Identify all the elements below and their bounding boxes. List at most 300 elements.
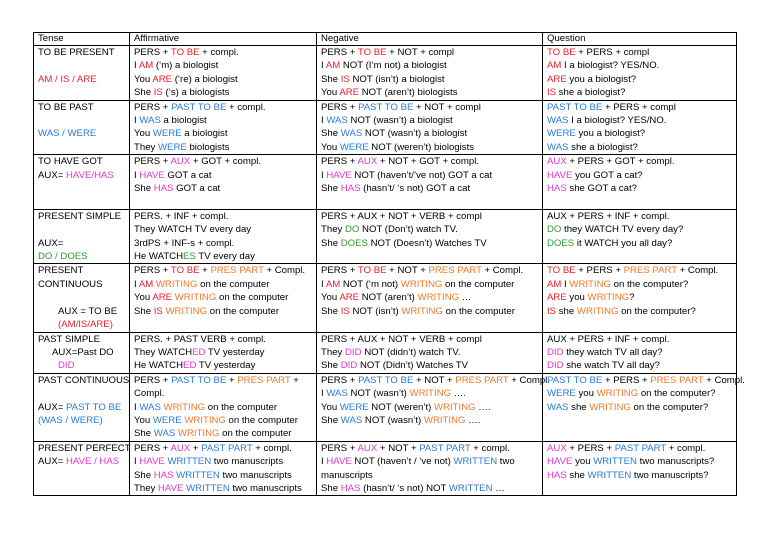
text-segment: I: [134, 278, 139, 290]
cell-line: [321, 46, 538, 59]
text-segment: two manuscripts?: [636, 456, 715, 468]
text-segment: + compl.: [252, 442, 292, 454]
cell-line: [134, 346, 312, 359]
text-segment: ARE: [152, 292, 173, 304]
text-segment: She: [321, 128, 341, 140]
tense-cell: [34, 46, 130, 101]
text-segment: DOES: [340, 237, 368, 249]
grammar-table-container: [33, 32, 745, 496]
cell-line: [134, 46, 312, 59]
text-segment: NOT (Doesn’t) Watches TV: [367, 237, 487, 249]
text-segment: AM: [325, 278, 341, 290]
text-segment: DO: [547, 224, 562, 236]
affirmative-cell: [130, 264, 317, 332]
cell-line: [321, 101, 538, 114]
text-segment: CONTINUOUS: [38, 278, 103, 290]
text-segment: AUX: [357, 156, 378, 168]
text-segment: + GOT + compl.: [190, 156, 262, 168]
cell-line: [547, 374, 745, 387]
text-segment: She: [321, 183, 341, 195]
text-segment: she watch TV all day?: [563, 360, 660, 372]
text-segment: ED: [192, 346, 206, 358]
text-segment: PRES PART: [237, 374, 291, 386]
text-segment: WAS: [326, 388, 348, 400]
cell-line: [321, 223, 538, 236]
text-segment: TO BE: [547, 47, 576, 58]
cell-line: [321, 210, 538, 223]
text-segment: a biologist: [181, 128, 228, 140]
cell-line: [547, 442, 732, 455]
table-row: [34, 209, 737, 264]
cell-line: [321, 482, 538, 495]
tense-cell: [34, 373, 130, 441]
text-segment: HAS: [340, 183, 361, 195]
cell-line: [321, 455, 538, 468]
text-segment: WAS: [153, 428, 176, 440]
text-segment: TO BE: [357, 265, 387, 277]
text-segment: AUX = TO BE: [58, 305, 118, 317]
text-segment: HAS: [153, 469, 174, 481]
text-segment: +: [190, 442, 202, 454]
cell-line: [134, 305, 312, 318]
text-segment: (WAS / WERE): [38, 414, 103, 426]
text-segment: DID: [547, 346, 564, 358]
text-segment: TO BE PAST: [38, 101, 94, 113]
cell-line: [321, 264, 538, 277]
table-row: [34, 264, 737, 332]
cell-line: [134, 73, 312, 86]
text-segment: WRITING: [177, 428, 220, 440]
text-segment: HAS: [153, 183, 174, 195]
cell-line: [547, 427, 732, 440]
text-segment: TO BE: [357, 47, 387, 58]
text-segment: ….: [475, 401, 491, 413]
text-segment: + Compl.: [508, 374, 550, 386]
text-segment: You: [321, 292, 340, 304]
text-segment: on the computer: [197, 278, 270, 290]
cell-line: [321, 305, 538, 318]
text-segment: TO BE: [170, 47, 200, 58]
text-segment: IS: [547, 87, 557, 99]
text-segment: you: [572, 456, 594, 468]
text-segment: WERE: [152, 128, 182, 140]
cell-line: [321, 127, 538, 140]
cell-line: [547, 182, 732, 195]
cell-line: [321, 401, 538, 414]
cell-line: [134, 210, 312, 223]
negative-cell: [317, 209, 543, 264]
text-segment: NOT (wasn’t): [362, 414, 424, 426]
text-segment: AUX: [170, 156, 191, 168]
text-segment: biologists: [186, 141, 230, 153]
cell-line: [134, 59, 312, 72]
text-segment: she a biologist?: [568, 141, 638, 153]
cell-line: [547, 291, 732, 304]
text-segment: she: [566, 469, 588, 481]
affirmative-cell: [130, 46, 317, 101]
tense-cell: [34, 441, 130, 496]
text-segment: They WATCH TV every day: [134, 224, 252, 236]
cell-line: [134, 155, 312, 168]
text-segment: WRITTEN: [176, 469, 220, 481]
text-segment: You: [321, 141, 340, 153]
cell-line: [547, 469, 732, 482]
negative-cell: [317, 46, 543, 101]
text-segment: She: [134, 183, 154, 195]
text-segment: NOT (wasn’t) a biologist: [362, 128, 468, 140]
text-segment: WRITING: [423, 414, 466, 426]
text-segment: she: [556, 305, 577, 317]
text-segment: NOT (didn’t) watch TV.: [361, 346, 461, 358]
text-segment: I: [134, 115, 140, 127]
text-segment: on the computer: [442, 278, 515, 290]
text-segment: + compl.: [226, 101, 266, 113]
text-segment: WRITTEN: [453, 456, 498, 468]
negative-cell: [317, 155, 543, 210]
cell-line: [321, 155, 538, 168]
text-segment: +: [199, 265, 211, 277]
text-segment: on the computer: [225, 414, 298, 426]
cell-line: [321, 141, 538, 154]
text-segment: DID: [547, 360, 564, 372]
text-segment: WRITING: [589, 401, 631, 413]
text-segment: Compl.: [134, 388, 165, 400]
text-segment: PERS +: [321, 442, 358, 454]
question-cell: [543, 46, 737, 101]
text-segment: DO / DOES: [38, 251, 88, 263]
text-segment: you a biologist?: [566, 73, 637, 85]
text-segment: PERS +: [134, 265, 171, 277]
text-segment: NOT (I’m not) a biologist: [340, 60, 447, 72]
text-segment: HAVE: [547, 456, 573, 468]
text-segment: + NOT +: [386, 265, 429, 277]
text-segment: TO BE: [170, 265, 200, 277]
text-segment: He WATCH: [134, 251, 184, 263]
cell-line: [134, 442, 312, 455]
text-segment: I: [134, 169, 140, 181]
text-segment: WERE: [339, 141, 369, 153]
cell-line: [134, 169, 312, 182]
text-segment: + PERS +: [575, 265, 624, 277]
text-segment: ?: [629, 292, 635, 304]
text-segment: PERS +: [321, 156, 358, 168]
cell-line: [134, 374, 312, 387]
cell-line: [321, 114, 538, 127]
text-segment: AUX: [357, 442, 378, 454]
text-segment: ARE: [547, 73, 567, 85]
cell-line: [321, 346, 538, 359]
cell-line: [547, 127, 732, 140]
text-segment: GOT a cat: [164, 169, 212, 181]
text-segment: WRITING: [576, 305, 619, 317]
cell-line: [547, 195, 732, 208]
cell-line: [38, 114, 125, 127]
text-segment: on the computer?: [618, 305, 696, 317]
text-segment: PERS +: [134, 47, 171, 58]
text-segment: +: [226, 374, 238, 386]
text-segment: WRITING: [184, 414, 226, 426]
text-segment: WAS: [340, 128, 363, 140]
text-segment: + PERS + compl: [602, 101, 676, 113]
cell-line: [321, 73, 538, 86]
cell-line: [134, 455, 312, 468]
text-segment: NOT (Don’t) watch TV.: [359, 224, 458, 236]
text-segment: PAST PART: [419, 442, 471, 454]
cell-line: [134, 482, 312, 495]
text-segment: TV yesterday: [205, 346, 265, 358]
text-segment: I a biologist? YES/NO.: [568, 115, 667, 127]
text-segment: + NOT + compl: [386, 47, 455, 58]
text-segment: 3rdPS + INF-s + compl.: [134, 237, 235, 249]
text-segment: ARE: [547, 292, 567, 304]
cell-line: [134, 387, 312, 400]
text-segment: you GOT a cat?: [572, 169, 643, 181]
text-segment: I: [321, 278, 326, 290]
cell-line: [547, 278, 732, 291]
cell-line: [38, 387, 125, 400]
text-segment: NOT (aren’t): [359, 292, 418, 304]
affirmative-cell: [130, 373, 317, 441]
question-cell: [543, 155, 737, 210]
text-segment: ARE: [339, 87, 360, 99]
cell-line: [547, 223, 732, 236]
text-segment: PRES PART: [650, 374, 704, 386]
cell-line: [38, 278, 125, 291]
text-segment: WRITING: [569, 278, 611, 290]
text-segment: PAST TO BE: [547, 374, 603, 386]
text-segment: You: [134, 128, 153, 140]
text-segment: They WATCH: [134, 346, 193, 358]
text-segment: NOT (haven’t/’ve not) GOT a cat: [351, 169, 493, 181]
text-segment: she: [568, 401, 590, 413]
text-segment: PERS +: [321, 374, 359, 386]
text-segment: I: [321, 115, 327, 127]
cell-line: [38, 333, 125, 346]
text-segment: WERE: [158, 141, 187, 153]
cell-line: [547, 346, 732, 359]
cell-line: [547, 141, 732, 154]
text-segment: TO BE PRESENT: [38, 47, 115, 58]
text-segment: AM: [325, 60, 341, 72]
text-segment: WRITING: [596, 388, 639, 400]
text-segment: HAVE/HAS: [66, 169, 114, 181]
text-segment: + Compl.: [263, 265, 306, 277]
cell-line: [547, 387, 732, 400]
text-segment: PERS +: [134, 374, 172, 386]
text-segment: HAVE: [158, 482, 184, 494]
text-segment: PAST CONTINUOUS: [38, 374, 130, 386]
cell-line: [547, 264, 732, 277]
grammar-table: [33, 32, 745, 496]
cell-line: [38, 305, 125, 318]
text-segment: WAS: [547, 401, 569, 413]
header-negative: Negative: [317, 33, 543, 46]
text-segment: NOT (aren’t) biologists: [359, 87, 458, 99]
text-segment: IS: [340, 305, 350, 317]
text-segment: AUX: [547, 442, 567, 454]
header-tense: Tense: [34, 33, 130, 46]
text-segment: She: [134, 428, 154, 440]
cell-line: [547, 414, 732, 427]
cell-line: [134, 469, 312, 482]
cell-line: [321, 59, 538, 72]
text-segment: PAST PART: [614, 442, 667, 454]
text-segment: PERS + AUX + NOT + VERB + compl: [321, 333, 482, 345]
text-segment: two manuscripts: [229, 482, 302, 494]
text-segment: AUX: [547, 156, 567, 168]
text-segment: AM: [547, 60, 562, 72]
cell-line: [547, 86, 732, 99]
cell-line: [547, 169, 732, 182]
text-segment: HAVE: [326, 169, 352, 181]
cell-line: [38, 169, 125, 182]
tense-cell: [34, 264, 130, 332]
question-cell: [543, 264, 737, 332]
cell-line: [321, 469, 538, 482]
text-segment: AUX=: [38, 169, 66, 181]
text-segment: ARE: [152, 73, 173, 85]
cell-line: [134, 195, 312, 208]
text-segment: HAS: [547, 183, 567, 195]
text-segment: I: [561, 278, 570, 290]
table-row: [34, 46, 737, 101]
cell-line: [321, 414, 538, 427]
cell-line: [38, 101, 125, 114]
text-segment: You: [321, 87, 340, 99]
text-segment: PERS +: [134, 442, 171, 454]
text-segment: WERE: [339, 401, 369, 413]
cell-line: [547, 359, 732, 372]
text-segment: they WATCH TV every day?: [561, 224, 684, 236]
cell-line: [321, 374, 550, 387]
text-segment: ARE: [339, 292, 360, 304]
cell-line: [38, 73, 125, 86]
text-segment: TO HAVE GOT: [38, 156, 103, 168]
text-segment: AM: [138, 278, 154, 290]
text-segment: on the computer?: [610, 278, 689, 290]
text-segment: DOES: [547, 237, 575, 249]
text-segment: WRITING: [163, 401, 206, 413]
text-segment: I: [321, 169, 327, 181]
cell-line: [547, 46, 732, 59]
cell-line: [38, 46, 125, 59]
text-segment: PERS + AUX + NOT + VERB + compl: [321, 210, 482, 222]
cell-line: [38, 59, 125, 72]
text-segment: PERS. + INF + compl.: [134, 210, 229, 222]
cell-line: [134, 250, 312, 263]
tense-cell: [34, 209, 130, 264]
text-segment: PERS +: [321, 47, 358, 58]
cell-line: [38, 374, 130, 387]
text-segment: WERE: [152, 414, 182, 426]
table-row: [34, 373, 737, 441]
text-segment: AUX + PERS + INF + compl.: [547, 333, 670, 345]
negative-cell: [317, 100, 543, 155]
text-segment: PAST TO BE: [171, 101, 227, 113]
text-segment: NOT (isn’t): [349, 305, 402, 317]
cell-line: [38, 155, 125, 168]
text-segment: You: [134, 73, 153, 85]
cell-line: [134, 101, 312, 114]
cell-line: [38, 223, 125, 236]
text-segment: They: [134, 482, 158, 494]
text-segment: …: [459, 292, 472, 304]
text-segment: PRESENT SIMPLE: [38, 210, 121, 222]
question-cell: [543, 373, 745, 441]
text-segment: + compl.: [470, 442, 510, 454]
text-segment: I: [321, 60, 326, 72]
text-segment: on the computer: [216, 292, 289, 304]
text-segment: two: [497, 456, 515, 468]
text-segment: HAVE: [547, 169, 573, 181]
text-segment: (hasn’t/ ‘s not) GOT a cat: [360, 183, 471, 195]
table-row: [34, 332, 737, 373]
text-segment: WRITTEN: [186, 482, 230, 494]
text-segment: two manuscripts: [219, 469, 292, 481]
text-segment: He WATCH: [134, 360, 184, 372]
text-segment: WAS: [547, 141, 569, 153]
cell-line: [547, 401, 732, 414]
cell-line: [321, 169, 538, 182]
cell-line: [38, 291, 125, 304]
text-segment: + NOT + GOT + compl.: [377, 156, 480, 168]
text-segment: AUX + PERS + INF + compl.: [547, 210, 670, 222]
cell-line: [134, 141, 312, 154]
cell-line: [321, 195, 538, 208]
cell-line: [38, 127, 125, 140]
text-segment: NOT (isn’t) a biologist: [349, 73, 445, 85]
cell-line: [134, 114, 312, 127]
cell-line: [321, 427, 538, 440]
affirmative-cell: [130, 441, 317, 496]
text-segment: She: [321, 237, 341, 249]
text-segment: PERS +: [134, 101, 172, 113]
text-segment: + PERS +: [566, 442, 615, 454]
text-segment: I a biologist? YES/NO.: [561, 60, 660, 72]
affirmative-cell: [130, 209, 317, 264]
cell-line: [547, 237, 732, 250]
text-segment: She: [321, 73, 341, 85]
text-segment: WRITING: [400, 278, 443, 290]
cell-line: [38, 359, 125, 372]
text-segment: PERS +: [321, 101, 359, 113]
cell-line: [38, 250, 125, 263]
text-segment: (‘m) a biologist: [153, 60, 219, 72]
cell-line: [321, 387, 538, 400]
text-segment: PRES PART: [428, 265, 482, 277]
text-segment: + compl.: [199, 47, 239, 58]
cell-line: [38, 210, 125, 223]
text-segment: PRES PART: [210, 265, 264, 277]
affirmative-cell: [130, 155, 317, 210]
text-segment: PAST TO BE: [358, 101, 414, 113]
text-segment: PAST TO BE: [358, 374, 414, 386]
table-row: [34, 100, 737, 155]
text-segment: PAST PART: [201, 442, 253, 454]
cell-line: [321, 291, 538, 304]
text-segment: WRITING: [155, 278, 198, 290]
cell-line: [547, 210, 732, 223]
text-segment: She: [134, 305, 154, 317]
text-segment: You: [134, 292, 153, 304]
text-segment: WRITTEN: [587, 469, 632, 481]
text-segment: on the computer?: [638, 388, 716, 400]
text-segment: NOT (wasn’t) a biologist: [347, 115, 453, 127]
affirmative-cell: [130, 100, 317, 155]
text-segment: I: [134, 60, 139, 72]
text-segment: They: [321, 346, 345, 358]
text-segment: IS: [153, 305, 163, 317]
